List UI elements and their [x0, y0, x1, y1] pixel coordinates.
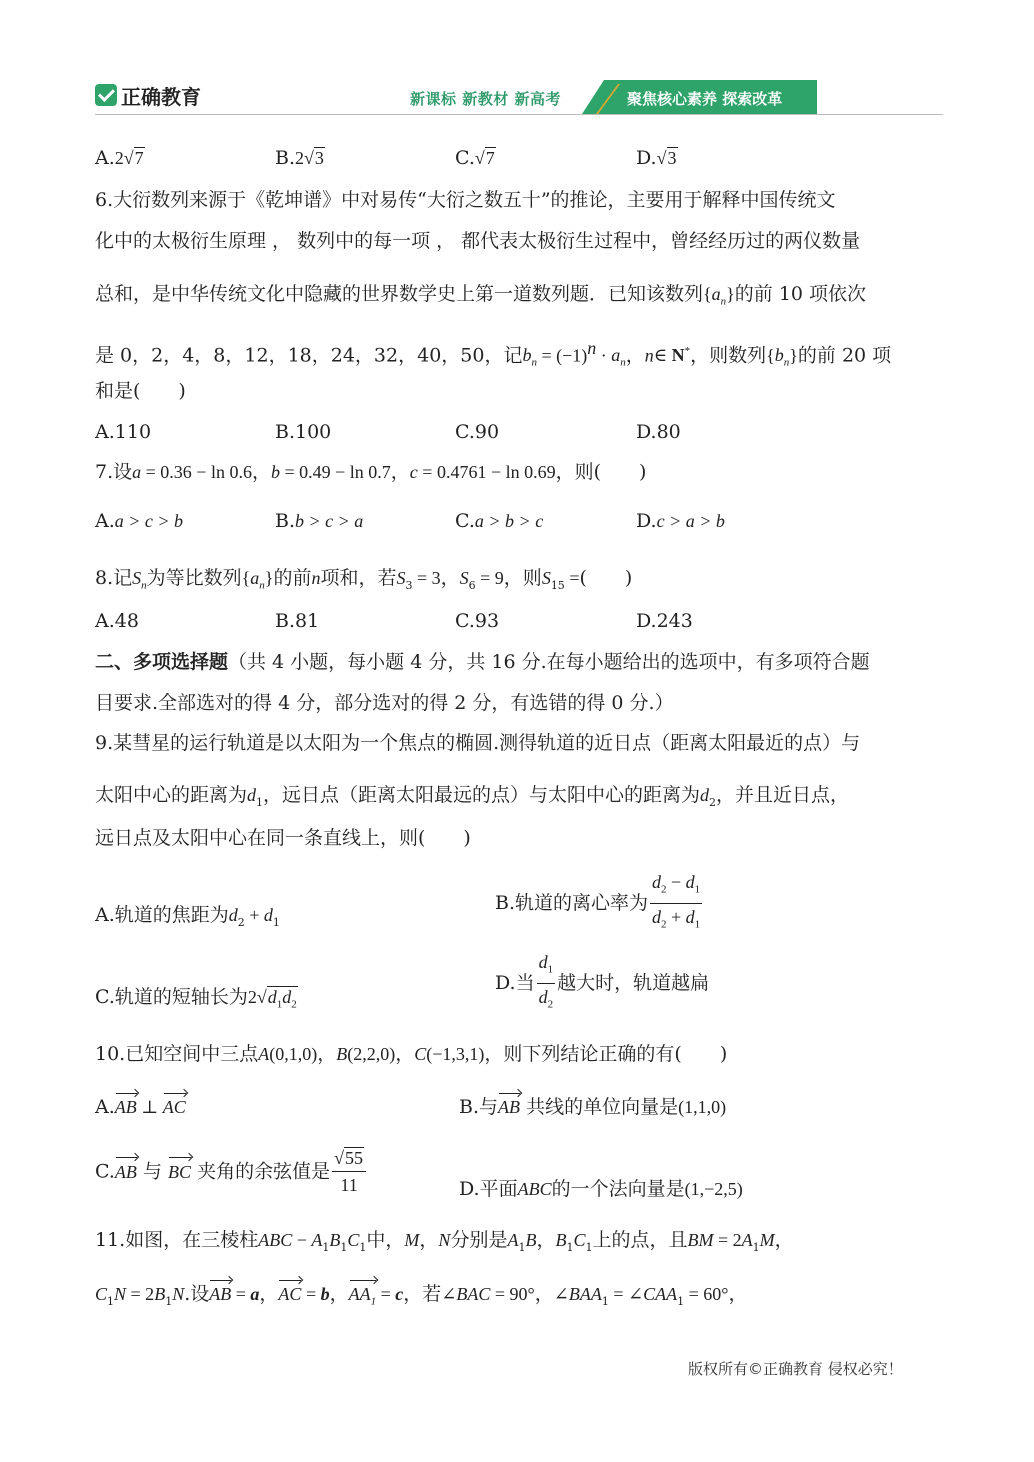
- q6-line-2: 化中的太极衍生原理 ， 数列中的每一项 ， 都代表太极衍生过程中，曾经经历过的两仪数量: [95, 230, 861, 252]
- q7-option-d: D.c > a > b: [636, 510, 725, 532]
- check-icon: [95, 84, 117, 106]
- q9-line-3: 远日点及太阳中心在同一条直线上，则( ): [95, 827, 471, 849]
- q5-option-a: A.2√7: [95, 147, 144, 169]
- q6-line-3: 总和，是中华传统文化中隐藏的世界数学史上第一道数列题．已知该数列$\{a_n\}$的前 10 项依次: [95, 283, 867, 308]
- q5-option-d: D.√3: [636, 147, 677, 169]
- q9-option-a: A.轨道的焦距为$d_2 + d_1$: [95, 904, 280, 929]
- q11-line-2: $C_1N = 2B_1N$.设AB = a，AC = b，$AA_1 = c$，若∠BAC = 90°，$\angle BAA_1$ = $\angle CAA_1 = 60^\circ$，: [95, 1283, 747, 1313]
- q7-option-c: C.a > b > c: [455, 510, 544, 532]
- brand-name: 正确教育: [121, 84, 201, 109]
- q10-option-d: D.平面ABC的一个法向量是(1,−2,5): [459, 1178, 743, 1200]
- brand-logo: [95, 80, 215, 110]
- q8-option-d: D.243: [636, 610, 693, 632]
- q8-option-c: C.93: [455, 610, 500, 632]
- q5-option-c: C.√7: [455, 147, 495, 169]
- q9-option-c: C.轨道的短轴长为$2√d_1d_2$: [95, 986, 297, 1011]
- copyright-footer: 版权所有©正确教育 侵权必究！: [688, 1360, 903, 1378]
- q11-line-1: 11.如图，在三棱柱ABC − $A_1B_1C_1$中，M，N分别是$A_1B$，$B_1C_1$上的点，且BM = $2A_1M$，: [95, 1229, 794, 1254]
- q6-line-1: 6.大衍数列来源于《乾坤谱》中对易传“大衍之数五十”的推论，主要用于解释中国传统文: [95, 189, 836, 211]
- q10-option-a: A.AB ⊥ AC: [95, 1096, 186, 1118]
- q7-option-b: B.b > c > a: [275, 510, 364, 532]
- header-slogan: 新课标 新教材 新高考: [410, 90, 561, 108]
- q9-line-2: 太阳中心的距离为$d_1$，远日点（距离太阳最远的点）与太阳中心的距离为$d_2$，并且近日点，: [95, 784, 850, 809]
- q6-line-5: 和是( ): [95, 380, 186, 402]
- header-divider: [95, 114, 943, 115]
- section-2-desc: 目要求.全部选对的得 4 分，部分选对的得 2 分，有选错的得 0 分.）: [95, 692, 674, 714]
- q6-line-4: 是 0，2，4，8，12，18，24，32，40，50，记$b_n = (-1)^n \cdot a_n$，n∈ N*，则数列$\{b_n\}$的前 20 项: [95, 338, 892, 369]
- q7-option-a: A.a > c > b: [95, 510, 184, 532]
- q8-option-b: B.81: [275, 610, 320, 632]
- q6-option-b: B.100: [275, 421, 332, 443]
- q10-stem: 10.已知空间中三点A(0,1,0)，B(2,2,0)，C(−1,3,1)，则下列结论正确的有( ): [95, 1043, 728, 1065]
- q6-option-d: D.80: [636, 421, 681, 443]
- q7-stem: 7.设a = 0.36 − ln 0.6，b = 0.49 − ln 0.7，c = 0.4761 − ln 0.69，则( ): [95, 461, 647, 483]
- q10-option-b: B.与AB 共线的单位向量是(1,1,0): [459, 1096, 727, 1118]
- header-band-text: 聚焦核心素养 探索改革: [627, 90, 783, 108]
- q6-option-c: C.90: [455, 421, 500, 443]
- q5-option-b: B.2√3: [275, 147, 324, 169]
- q9-option-d: D.当 $\frac{d_1}{d_2}$ 越大时，轨道越扁: [495, 952, 710, 1011]
- q6-option-a: A.110: [95, 421, 152, 443]
- q9-line-1: 9.某彗星的运行轨道是以太阳为一个焦点的椭圆.测得轨道的近日点（距离太阳最近的点）与: [95, 732, 861, 754]
- section-2-heading: 二、多项选择题（共 4 小题，每小题 4 分，共 16 分.在每小题给出的选项中，有多项符合题: [95, 651, 870, 673]
- q10-option-c: C.AB 与 BC 夹角的余弦值是 $\frac{√55}{11}$: [95, 1146, 368, 1197]
- q8-option-a: A.48: [95, 610, 139, 632]
- q9-option-b: B.轨道的离心率为 $\frac{d_2 - d_1}{d_2 + d_1}$: [495, 872, 701, 931]
- q8-stem: 8.记$S_n$为等比数列$\{a_n\}$的前n项和，若$S_3 = 3$，$S_6 = 9$，则$S_{15}$ =( ): [95, 567, 633, 592]
